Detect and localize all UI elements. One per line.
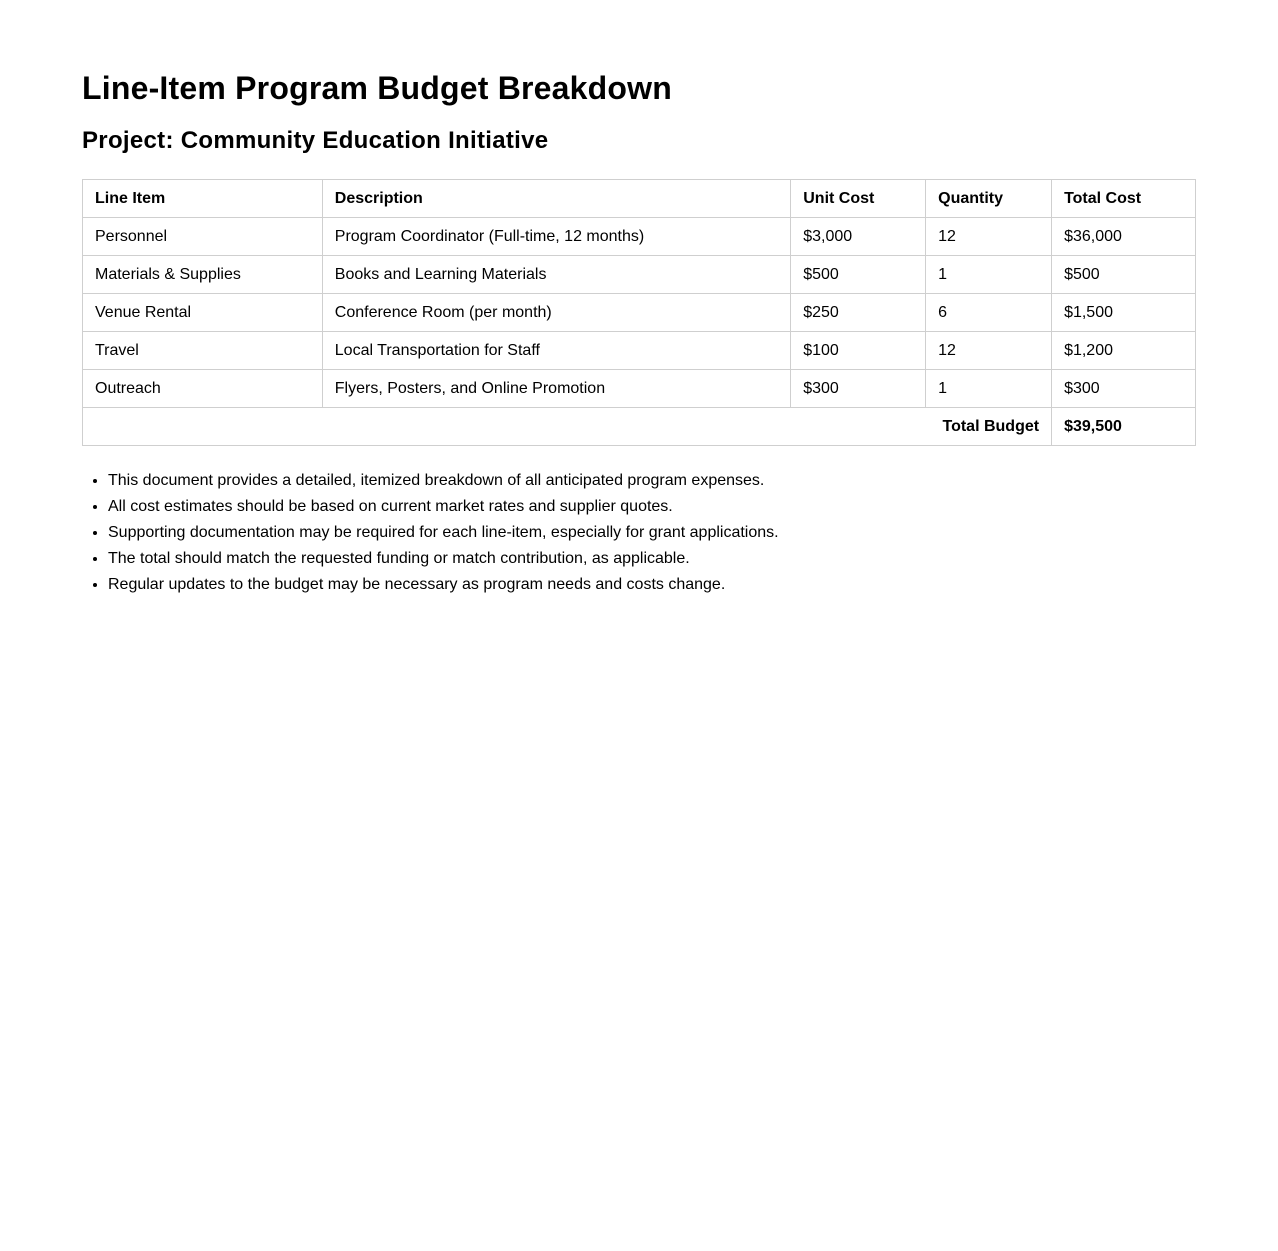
cell-description: Flyers, Posters, and Online Promotion [322, 370, 790, 408]
cell-description: Local Transportation for Staff [322, 332, 790, 370]
cell-unit-cost: $500 [791, 256, 926, 294]
cell-quantity: 1 [926, 370, 1052, 408]
cell-total-cost: $300 [1052, 370, 1196, 408]
cell-total-cost: $36,000 [1052, 218, 1196, 256]
cell-line-item: Materials & Supplies [83, 256, 323, 294]
cell-line-item: Outreach [83, 370, 323, 408]
total-row [83, 408, 1196, 446]
table-header-row [83, 180, 1196, 218]
page-title: Line-Item Program Budget Breakdown [82, 70, 672, 106]
total-budget-value: $39,500 [1052, 408, 1196, 446]
budget-table [82, 179, 1196, 446]
cell-quantity: 6 [926, 294, 1052, 332]
cell-total-cost: $1,500 [1052, 294, 1196, 332]
cell-description: Books and Learning Materials [322, 256, 790, 294]
list-item: • Supporting documentation may be required for each line-item, especially for grant applications. [108, 520, 1196, 546]
table-row [83, 332, 1196, 370]
table-row [83, 256, 1196, 294]
document-page [0, 0, 1278, 598]
cell-line-item: Venue Rental [83, 294, 323, 332]
header-unit-cost: Unit Cost [791, 180, 926, 218]
list-item: • This document provides a detailed, itemized breakdown of all anticipated program expenses. [108, 468, 1196, 494]
cell-line-item: Travel [83, 332, 323, 370]
cell-unit-cost: $250 [791, 294, 926, 332]
cell-unit-cost: $300 [791, 370, 926, 408]
header-line-item: Line Item [83, 180, 323, 218]
cell-unit-cost: $3,000 [791, 218, 926, 256]
header-total-cost: Total Cost [1052, 180, 1196, 218]
cell-quantity: 12 [926, 332, 1052, 370]
table-row [83, 294, 1196, 332]
project-subtitle: Project: Community Education Initiative [82, 127, 549, 154]
cell-quantity: 1 [926, 256, 1052, 294]
cell-total-cost: $1,200 [1052, 332, 1196, 370]
table-row [83, 370, 1196, 408]
cell-unit-cost: $100 [791, 332, 926, 370]
header-description: Description [322, 180, 790, 218]
header-quantity: Quantity [926, 180, 1052, 218]
table-row [83, 218, 1196, 256]
cell-line-item: Personnel [83, 218, 323, 256]
cell-total-cost: $500 [1052, 256, 1196, 294]
list-item: • Regular updates to the budget may be necessary as program needs and costs change. [108, 572, 1196, 598]
list-item: • All cost estimates should be based on current market rates and supplier quotes. [108, 494, 1196, 520]
total-budget-label: Total Budget [83, 408, 1052, 446]
list-item: • The total should match the requested funding or match contribution, as applicable. [108, 546, 1196, 572]
cell-quantity: 12 [926, 218, 1052, 256]
notes-list [82, 468, 1196, 598]
cell-description: Program Coordinator (Full-time, 12 months) [322, 218, 790, 256]
cell-description: Conference Room (per month) [322, 294, 790, 332]
